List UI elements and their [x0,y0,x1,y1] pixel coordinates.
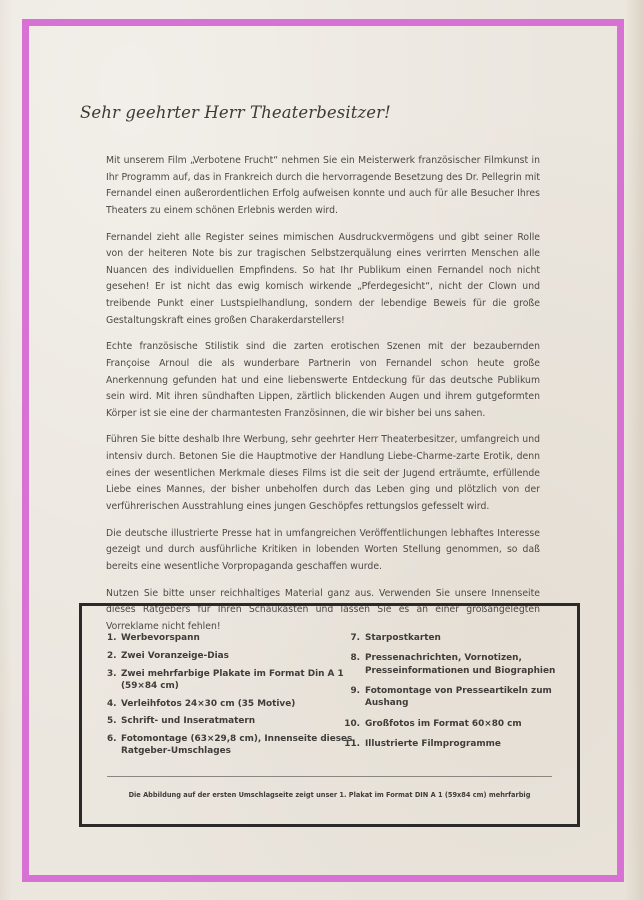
paragraph-press: Die deutsche illustrierte Presse hat in umfangreichen Veröffentlichungen lebhaftes Interesse gezeigt und durch ausführliche Kritiken in lobenden Worten Stellung genommen, so daß bereits eine wesentliche Vorpropaganda geschaffen wurde. [106,527,540,572]
item-text: Pressenachrichten, Vornotizen, Presseinformationen und Biographien [365,653,556,676]
item-text: Schrift- und Inseratmatern [121,716,256,727]
item-number: 6. [107,734,117,745]
poster-footnote: Die Abbildung auf der ersten Umschlagseite zeigt unser 1. Plakat im Format DIN A 1 (59x84 cm) mehrfarbig [128,791,531,799]
box-divider [107,776,552,777]
material-item [107,650,357,662]
item-number: 3. [107,668,117,679]
item-text: Starpostkarten [365,633,441,643]
material-list-left [107,632,357,763]
paragraph-fernandel: Fernandel zieht alle Register seines mimischen Ausdruckvermögens und gibt seiner Rolle von der heiteren Note bis zur tragischen Selbstzerquälung eines verirrten Menschen alle Nuancen des individuellen Empfindens. So hat Ihr Publikum einen Fernandel noch nicht gesehen! Er ist nicht das ewig komisch wirkende „Pferdegesicht“, nicht der Clown und treibende Punkt einer Lustspielhandlung, sondern der lebendige Beweis für die große Gestaltungskraft eines großen Charakerdarstellers! [106,231,540,326]
item-text: Zwei Voranzeige-Dias [121,650,229,661]
item-number: 8. [350,653,360,664]
material-item [342,652,572,676]
material-item [342,738,572,750]
material-item [107,698,357,710]
item-text: Werbevorspann [121,633,200,643]
material-item [342,632,572,644]
item-text: Zwei mehrfarbige Plakate im Format Din A 1 (59×84 cm) [121,668,344,691]
material-item [107,715,357,727]
item-text: Fotomontage von Presseartikeln zum Aushang [365,685,552,709]
paragraph-material: Nutzen Sie bitte unser reichhaltiges Material ganz aus. Verwenden Sie unsere Innenseite dieses Ratgebers für Ihren Schaukasten und lassen Sie es an einer großangelegten Vorreklame nicht fehlen! [106,587,540,632]
item-number: 9. [350,685,360,696]
material-item [342,685,572,709]
item-text: Illustrierte Filmprogramme [365,738,501,749]
material-list-right [342,632,572,758]
paragraph-arnoul: Echte französische Stilistik sind die zarten erotischen Szenen mit der bezaubernden Françoise Arnoul die als wunderbare Partnerin von Fernandel schon heute große Anerkennung gefunden hat und eine liebenswerte Entdeckung für das deutsche Publikum sein wird. Mit ihren sündhaften Lippen, zärtlich blickenden Augen und ihrem gutgeformten Körper ist sie eine der charmantesten Französinnen, die wir bisher bei uns sahen. [106,341,540,419]
item-text: Verleihfotos 24×30 cm (35 Motive) [121,698,296,709]
material-list-box [79,603,580,827]
item-number: 2. [107,650,117,661]
material-item [107,632,357,644]
item-number: 4. [107,698,117,709]
material-item [107,668,357,692]
item-number: 5. [107,716,117,727]
item-number: 10. [344,718,360,729]
material-item [107,733,357,757]
paragraph-intro: Mit unserem Film „Verbotene Frucht“ nehmen Sie ein Meisterwerk französischer Filmkunst in Ihr Programm auf, das in Frankreich durch die hervorragende Besetzung des Dr. Pellegrin mit Fernandel einen außerordentlichen Erfolg aufweisen konnte und auch für alle Besucher Ihres Theaters zu einem schönen Erlebnis werden wird. [106,155,540,216]
material-item [342,718,572,730]
salutation-heading: Sehr geehrter Herr Theaterbesitzer! [80,103,391,122]
item-number: 1. [107,633,117,643]
letter-body [106,153,540,646]
item-number: 11. [344,738,360,749]
item-text: Fotomontage (63×29,8 cm), Innenseite dieses Ratgeber-Umschlages [121,734,353,757]
item-text: Großfotos im Format 60×80 cm [365,718,522,729]
paragraph-advertising: Führen Sie bitte deshalb Ihre Werbung, sehr geehrter Herr Theaterbesitzer, umfangreich und intensiv durch. Betonen Sie die Hauptmotive der Handlung Liebe-Charme-zarte Erotik, denn eines der wesentlichen Merkmale dieses Films ist die seit der Jugend erträumte, erfüllende Liebe eines Mannes, der bisher unbeholfen durch das Leben ging und plötzlich von der verführerischen Ausstrahlung eines jungen Geschöpfes rettungslos gefesselt wird. [106,434,540,512]
item-number: 7. [350,633,360,643]
